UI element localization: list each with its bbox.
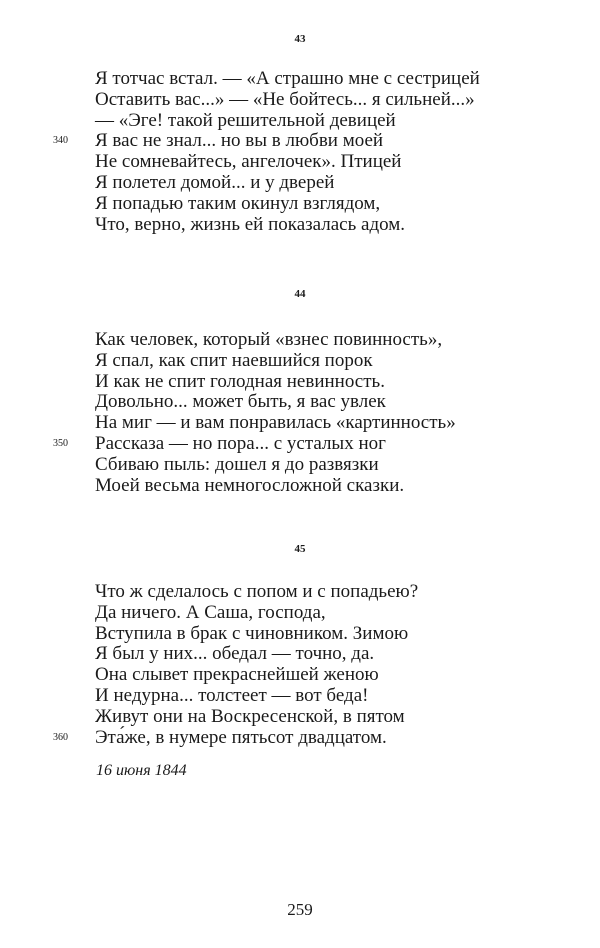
verse-text: И как не спит голодная невинность.	[95, 370, 385, 392]
verse-line	[53, 130, 480, 152]
stanza-number: 45	[294, 543, 306, 555]
verse-text: На миг — и вам понравилась «картинность»	[95, 412, 456, 434]
verse-line	[95, 392, 456, 413]
verse-line	[95, 173, 480, 194]
verse-line	[95, 152, 480, 173]
verse-text: Я вас не знал... но вы в любви моей	[95, 130, 384, 152]
verse-line	[95, 413, 456, 434]
line-number: 360	[53, 731, 68, 743]
stanza-44	[53, 329, 456, 496]
verse-text: Эта́же, в нумере пятьсот двадцатом.	[95, 726, 387, 748]
verse-line	[95, 582, 418, 603]
verse-line	[95, 351, 456, 372]
verse-line	[95, 215, 480, 236]
verse-line	[95, 330, 456, 351]
verse-text: Сбиваю пыль: дошел я до развязки	[95, 453, 379, 475]
verse-text: Моей весьма немногосложной сказки.	[95, 474, 405, 496]
verse-line	[95, 644, 418, 665]
stanza-number: 44	[294, 288, 306, 300]
line-number: 340	[53, 135, 68, 147]
verse-line	[95, 707, 418, 728]
page-number: 259	[287, 900, 313, 919]
stanza-number: 43	[294, 33, 306, 45]
verse-text: Я спал, как спит наевшийся порок	[95, 349, 373, 371]
verse-line	[95, 624, 418, 645]
verse-text: Не сомневайтесь, ангелочек». Птицей	[95, 151, 402, 173]
verse-line	[95, 686, 418, 707]
verse-line	[95, 90, 480, 111]
verse-line	[95, 476, 456, 497]
line-number: 350	[53, 437, 68, 449]
stanza-43	[53, 68, 480, 235]
poem-date: 16 июня 1844	[96, 762, 187, 779]
verse-text: Я был у них... обедал — точно, да.	[95, 643, 375, 665]
verse-text: Как человек, который «взнес повинность»,	[95, 329, 443, 350]
verse-text: Что ж сделалось с попом и с попадьею?	[95, 581, 419, 602]
verse-line	[95, 194, 480, 215]
verse-text: Да ничего. А Саша, господа,	[95, 601, 326, 623]
verse-line	[53, 726, 418, 749]
verse-text: Я попадью таким окинул взглядом,	[95, 192, 381, 214]
verse-text: Я полетел домой... и у дверей	[95, 171, 335, 193]
verse-text: Она слывет прекраснейшей женою	[95, 664, 379, 686]
verse-text: — «Эге! такой решительной девицей	[95, 109, 396, 131]
verse-line	[53, 432, 456, 455]
verse-line	[95, 69, 480, 90]
verse-text: Вступила в брак с чиновником. Зимою	[95, 622, 409, 644]
verse-text: Довольно... может быть, я вас увлек	[95, 391, 386, 413]
verse-text: Оставить вас...» — «Не бойтесь... я сильней...»	[95, 88, 475, 110]
verse-line	[95, 372, 456, 393]
stanza-45	[53, 581, 419, 748]
verse-text: Я тотчас встал. — «А страшно мне с сестрицей	[95, 68, 480, 89]
verse-text: И недурна... толстеет — вот беда!	[95, 684, 369, 706]
verse-text: Рассказа — но пора... с усталых ног	[95, 432, 386, 454]
verse-line	[95, 665, 418, 686]
verse-line	[95, 455, 456, 476]
verse-text: Живут они на Воскресенской, в пятом	[95, 705, 405, 727]
verse-line	[95, 603, 418, 624]
verse-line	[95, 111, 480, 132]
verse-text: Что, верно, жизнь ей показалась адом.	[95, 213, 406, 235]
